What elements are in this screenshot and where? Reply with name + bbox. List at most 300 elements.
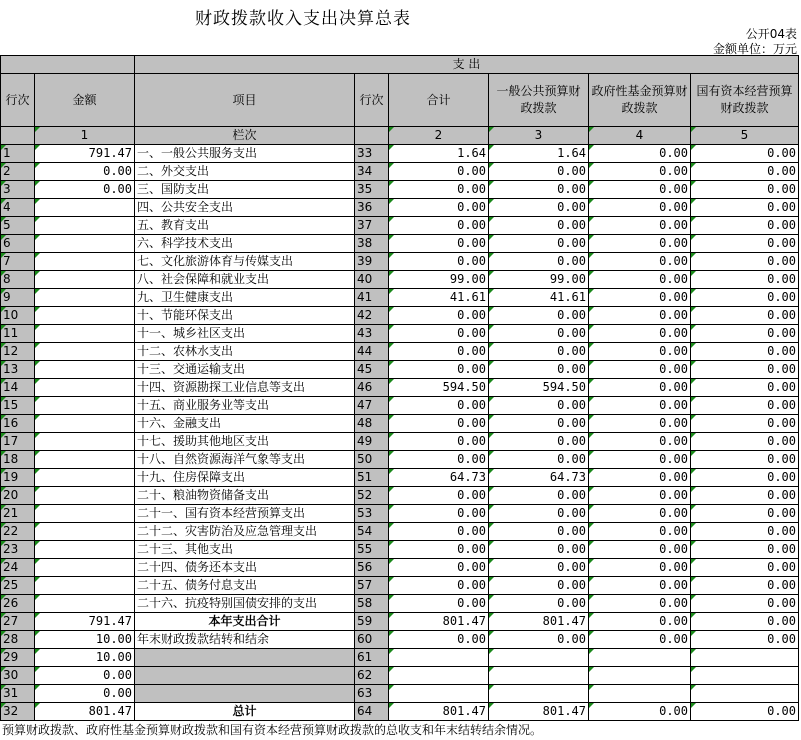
row-item: 四、公共安全支出 <box>135 199 355 217</box>
table-row <box>1 469 799 487</box>
row-total: 0.00 <box>389 217 489 235</box>
row-state-capital: 0.00 <box>691 631 799 649</box>
row-item: 二十四、债务还本支出 <box>135 559 355 577</box>
row-amount <box>35 595 135 613</box>
row-total: 64.73 <box>389 469 489 487</box>
row-amount: 0.00 <box>35 181 135 199</box>
row-line-no-2: 41 <box>355 289 389 307</box>
row-line-no-2: 59 <box>355 613 389 631</box>
row-state-capital: 0.00 <box>691 253 799 271</box>
row-line-no: 28 <box>1 631 35 649</box>
row-line-no-2: 63 <box>355 685 389 703</box>
colnum-3: 3 <box>489 127 589 145</box>
row-line-no-2: 39 <box>355 253 389 271</box>
row-line-no-2: 53 <box>355 505 389 523</box>
colnum-5: 5 <box>691 127 799 145</box>
row-line-no: 16 <box>1 415 35 433</box>
table-row <box>1 343 799 361</box>
row-state-capital: 0.00 <box>691 307 799 325</box>
header-total: 合计 <box>389 74 489 127</box>
row-general-budget: 0.00 <box>489 487 589 505</box>
row-amount: 0.00 <box>35 685 135 703</box>
row-line-no: 10 <box>1 307 35 325</box>
row-amount <box>35 505 135 523</box>
row-amount: 801.47 <box>35 703 135 721</box>
table-row <box>1 613 799 631</box>
row-general-budget: 0.00 <box>489 541 589 559</box>
row-line-no-2: 51 <box>355 469 389 487</box>
row-state-capital: 0.00 <box>691 271 799 289</box>
row-state-capital: 0.00 <box>691 235 799 253</box>
row-line-no-2: 62 <box>355 667 389 685</box>
row-item: 十二、农林水支出 <box>135 343 355 361</box>
header-blank <box>1 56 135 74</box>
row-state-capital: 0.00 <box>691 325 799 343</box>
row-state-capital: 0.00 <box>691 469 799 487</box>
table-row <box>1 685 799 703</box>
header-group-row <box>1 56 799 74</box>
row-state-capital <box>691 649 799 667</box>
row-line-no: 32 <box>1 703 35 721</box>
row-item: 十八、自然资源海洋气象等支出 <box>135 451 355 469</box>
row-item: 二十二、灾害防治及应急管理支出 <box>135 523 355 541</box>
row-state-capital: 0.00 <box>691 505 799 523</box>
row-amount <box>35 217 135 235</box>
table-row <box>1 433 799 451</box>
row-gov-fund: 0.00 <box>589 469 691 487</box>
table-row <box>1 163 799 181</box>
row-amount <box>35 397 135 415</box>
row-line-no: 3 <box>1 181 35 199</box>
row-gov-fund: 0.00 <box>589 505 691 523</box>
row-line-no: 29 <box>1 649 35 667</box>
row-line-no: 27 <box>1 613 35 631</box>
table-row <box>1 487 799 505</box>
row-amount <box>35 271 135 289</box>
row-state-capital: 0.00 <box>691 199 799 217</box>
budget-table <box>0 55 799 721</box>
row-general-budget: 1.64 <box>489 145 589 163</box>
row-amount: 791.47 <box>35 613 135 631</box>
row-amount <box>35 577 135 595</box>
row-general-budget: 41.61 <box>489 289 589 307</box>
row-line-no: 20 <box>1 487 35 505</box>
row-amount <box>35 415 135 433</box>
header-line-no: 行次 <box>1 74 35 127</box>
row-general-budget: 0.00 <box>489 595 589 613</box>
row-gov-fund: 0.00 <box>589 235 691 253</box>
row-line-no-2: 61 <box>355 649 389 667</box>
row-line-no: 11 <box>1 325 35 343</box>
row-state-capital: 0.00 <box>691 613 799 631</box>
row-line-no: 2 <box>1 163 35 181</box>
table-row <box>1 253 799 271</box>
row-line-no-2: 45 <box>355 361 389 379</box>
table-row <box>1 703 799 721</box>
row-state-capital <box>691 667 799 685</box>
row-gov-fund: 0.00 <box>589 289 691 307</box>
table-row <box>1 649 799 667</box>
row-line-no-2: 44 <box>355 343 389 361</box>
row-line-no: 23 <box>1 541 35 559</box>
row-general-budget <box>489 685 589 703</box>
report-title: 财政拨款收入支出决算总表 <box>195 9 411 29</box>
row-general-budget: 0.00 <box>489 559 589 577</box>
table-row <box>1 199 799 217</box>
column-number-row <box>1 127 799 145</box>
row-total: 0.00 <box>389 253 489 271</box>
table-row <box>1 145 799 163</box>
row-general-budget: 0.00 <box>489 361 589 379</box>
footnote: 预算财政拨款、政府性基金预算财政拨款和国有资本经营预算财政拨款的总收支和年末结转结余情况。 <box>2 723 543 737</box>
row-gov-fund: 0.00 <box>589 325 691 343</box>
row-item: 本年支出合计 <box>135 613 355 631</box>
row-gov-fund: 0.00 <box>589 703 691 721</box>
row-general-budget <box>489 667 589 685</box>
table-row <box>1 307 799 325</box>
row-line-no: 21 <box>1 505 35 523</box>
table-row <box>1 595 799 613</box>
row-total: 801.47 <box>389 703 489 721</box>
row-amount <box>35 379 135 397</box>
row-gov-fund: 0.00 <box>589 307 691 325</box>
row-amount: 10.00 <box>35 631 135 649</box>
row-total <box>389 649 489 667</box>
row-line-no: 6 <box>1 235 35 253</box>
row-gov-fund: 0.00 <box>589 577 691 595</box>
row-general-budget: 0.00 <box>489 307 589 325</box>
row-state-capital: 0.00 <box>691 163 799 181</box>
header-gov-fund: 政府性基金预算财政拨款 <box>589 74 691 127</box>
row-total <box>389 685 489 703</box>
header-state-capital: 国有资本经营预算财政拨款 <box>691 74 799 127</box>
row-total: 99.00 <box>389 271 489 289</box>
row-gov-fund: 0.00 <box>589 163 691 181</box>
row-total: 1.64 <box>389 145 489 163</box>
row-gov-fund: 0.00 <box>589 433 691 451</box>
row-line-no: 24 <box>1 559 35 577</box>
row-general-budget: 801.47 <box>489 703 589 721</box>
row-state-capital: 0.00 <box>691 433 799 451</box>
row-state-capital: 0.00 <box>691 523 799 541</box>
row-line-no-2: 40 <box>355 271 389 289</box>
row-general-budget: 99.00 <box>489 271 589 289</box>
row-amount <box>35 541 135 559</box>
row-amount <box>35 325 135 343</box>
row-item: 六、科学技术支出 <box>135 235 355 253</box>
row-line-no-2: 58 <box>355 595 389 613</box>
colnum-item: 栏次 <box>135 127 355 145</box>
row-general-budget: 0.00 <box>489 433 589 451</box>
row-gov-fund: 0.00 <box>589 595 691 613</box>
table-row <box>1 397 799 415</box>
row-item: 十一、城乡社区支出 <box>135 325 355 343</box>
row-item: 三、国防支出 <box>135 181 355 199</box>
row-general-budget: 0.00 <box>489 505 589 523</box>
row-general-budget: 0.00 <box>489 253 589 271</box>
row-item <box>135 649 355 667</box>
row-item: 二十三、其他支出 <box>135 541 355 559</box>
row-line-no: 31 <box>1 685 35 703</box>
row-item: 七、文化旅游体育与传媒支出 <box>135 253 355 271</box>
row-state-capital: 0.00 <box>691 559 799 577</box>
row-item <box>135 667 355 685</box>
row-total: 0.00 <box>389 163 489 181</box>
row-line-no-2: 42 <box>355 307 389 325</box>
row-amount <box>35 559 135 577</box>
row-item: 年末财政拨款结转和结余 <box>135 631 355 649</box>
table-row <box>1 577 799 595</box>
row-general-budget: 0.00 <box>489 451 589 469</box>
row-general-budget <box>489 649 589 667</box>
row-state-capital: 0.00 <box>691 397 799 415</box>
row-line-no-2: 34 <box>355 163 389 181</box>
row-line-no: 22 <box>1 523 35 541</box>
row-general-budget: 0.00 <box>489 325 589 343</box>
table-row <box>1 541 799 559</box>
table-row <box>1 235 799 253</box>
row-total: 0.00 <box>389 235 489 253</box>
row-state-capital: 0.00 <box>691 145 799 163</box>
row-line-no: 5 <box>1 217 35 235</box>
row-total: 0.00 <box>389 181 489 199</box>
row-state-capital: 0.00 <box>691 217 799 235</box>
row-general-budget: 64.73 <box>489 469 589 487</box>
row-general-budget: 801.47 <box>489 613 589 631</box>
row-gov-fund: 0.00 <box>589 199 691 217</box>
row-line-no: 14 <box>1 379 35 397</box>
table-row <box>1 379 799 397</box>
table-row <box>1 217 799 235</box>
row-item: 二十、粮油物资储备支出 <box>135 487 355 505</box>
row-item: 十四、资源勘探工业信息等支出 <box>135 379 355 397</box>
row-line-no-2: 64 <box>355 703 389 721</box>
row-total: 0.00 <box>389 343 489 361</box>
table-row <box>1 559 799 577</box>
row-line-no-2: 37 <box>355 217 389 235</box>
row-line-no-2: 56 <box>355 559 389 577</box>
row-item <box>135 685 355 703</box>
row-item: 二十六、抗疫特别国债安排的支出 <box>135 595 355 613</box>
row-item: 一、一般公共服务支出 <box>135 145 355 163</box>
row-gov-fund: 0.00 <box>589 145 691 163</box>
row-line-no: 12 <box>1 343 35 361</box>
row-line-no: 26 <box>1 595 35 613</box>
row-gov-fund: 0.00 <box>589 613 691 631</box>
row-line-no-2: 52 <box>355 487 389 505</box>
row-total: 0.00 <box>389 361 489 379</box>
row-item: 八、社会保障和就业支出 <box>135 271 355 289</box>
row-general-budget: 0.00 <box>489 199 589 217</box>
table-row <box>1 271 799 289</box>
row-total: 0.00 <box>389 559 489 577</box>
row-amount <box>35 253 135 271</box>
table-row <box>1 181 799 199</box>
row-item: 十六、金融支出 <box>135 415 355 433</box>
row-item: 二十五、债务付息支出 <box>135 577 355 595</box>
colnum-blank-2 <box>355 127 389 145</box>
row-amount: 10.00 <box>35 649 135 667</box>
row-total: 0.00 <box>389 505 489 523</box>
row-line-no-2: 47 <box>355 397 389 415</box>
row-gov-fund: 0.00 <box>589 379 691 397</box>
row-amount: 791.47 <box>35 145 135 163</box>
row-state-capital: 0.00 <box>691 361 799 379</box>
row-state-capital: 0.00 <box>691 289 799 307</box>
row-item: 十、节能环保支出 <box>135 307 355 325</box>
colnum-1: 1 <box>35 127 135 145</box>
row-line-no-2: 36 <box>355 199 389 217</box>
row-line-no-2: 38 <box>355 235 389 253</box>
row-item: 九、卫生健康支出 <box>135 289 355 307</box>
row-total: 0.00 <box>389 433 489 451</box>
row-line-no-2: 46 <box>355 379 389 397</box>
row-general-budget: 0.00 <box>489 217 589 235</box>
row-state-capital: 0.00 <box>691 541 799 559</box>
row-gov-fund: 0.00 <box>589 181 691 199</box>
row-state-capital: 0.00 <box>691 181 799 199</box>
row-item: 总计 <box>135 703 355 721</box>
table-row <box>1 451 799 469</box>
row-state-capital: 0.00 <box>691 379 799 397</box>
row-state-capital: 0.00 <box>691 703 799 721</box>
row-state-capital: 0.00 <box>691 577 799 595</box>
row-total: 0.00 <box>389 631 489 649</box>
row-line-no: 4 <box>1 199 35 217</box>
table-row <box>1 667 799 685</box>
row-gov-fund: 0.00 <box>589 523 691 541</box>
row-item: 二、外交支出 <box>135 163 355 181</box>
row-total: 0.00 <box>389 523 489 541</box>
row-line-no: 30 <box>1 667 35 685</box>
row-total <box>389 667 489 685</box>
row-amount <box>35 451 135 469</box>
row-state-capital: 0.00 <box>691 415 799 433</box>
row-general-budget: 0.00 <box>489 631 589 649</box>
row-amount <box>35 307 135 325</box>
row-item: 五、教育支出 <box>135 217 355 235</box>
row-general-budget: 0.00 <box>489 415 589 433</box>
row-line-no-2: 55 <box>355 541 389 559</box>
row-state-capital: 0.00 <box>691 451 799 469</box>
row-line-no-2: 48 <box>355 415 389 433</box>
table-row <box>1 415 799 433</box>
row-item: 十九、住房保障支出 <box>135 469 355 487</box>
row-line-no-2: 43 <box>355 325 389 343</box>
row-item: 十三、交通运输支出 <box>135 361 355 379</box>
row-amount <box>35 235 135 253</box>
header-expend-group: 支 出 <box>135 56 799 74</box>
colnum-4: 4 <box>589 127 691 145</box>
row-line-no: 1 <box>1 145 35 163</box>
row-amount: 0.00 <box>35 667 135 685</box>
row-item: 十五、商业服务业等支出 <box>135 397 355 415</box>
row-gov-fund: 0.00 <box>589 217 691 235</box>
table-row <box>1 325 799 343</box>
row-total: 0.00 <box>389 595 489 613</box>
row-gov-fund: 0.00 <box>589 343 691 361</box>
row-general-budget: 0.00 <box>489 397 589 415</box>
row-gov-fund: 0.00 <box>589 487 691 505</box>
row-line-no: 13 <box>1 361 35 379</box>
row-line-no: 15 <box>1 397 35 415</box>
header-row <box>1 74 799 127</box>
row-line-no: 17 <box>1 433 35 451</box>
row-amount <box>35 469 135 487</box>
table-row <box>1 361 799 379</box>
row-gov-fund <box>589 649 691 667</box>
row-general-budget: 0.00 <box>489 163 589 181</box>
row-line-no-2: 33 <box>355 145 389 163</box>
row-gov-fund: 0.00 <box>589 361 691 379</box>
row-total: 0.00 <box>389 307 489 325</box>
row-total: 0.00 <box>389 577 489 595</box>
row-amount <box>35 199 135 217</box>
row-line-no: 8 <box>1 271 35 289</box>
row-total: 801.47 <box>389 613 489 631</box>
row-general-budget: 0.00 <box>489 577 589 595</box>
row-general-budget: 0.00 <box>489 181 589 199</box>
row-total: 41.61 <box>389 289 489 307</box>
row-line-no-2: 54 <box>355 523 389 541</box>
row-amount <box>35 343 135 361</box>
row-state-capital: 0.00 <box>691 343 799 361</box>
header-general-budget: 一般公共预算财政拨款 <box>489 74 589 127</box>
row-state-capital <box>691 685 799 703</box>
header-item: 项目 <box>135 74 355 127</box>
form-code: 公开04表 <box>745 27 797 41</box>
table-row <box>1 289 799 307</box>
row-line-no-2: 50 <box>355 451 389 469</box>
row-line-no: 19 <box>1 469 35 487</box>
table-row <box>1 523 799 541</box>
row-amount <box>35 523 135 541</box>
row-general-budget: 594.50 <box>489 379 589 397</box>
row-amount <box>35 433 135 451</box>
row-amount <box>35 289 135 307</box>
row-gov-fund: 0.00 <box>589 631 691 649</box>
row-total: 0.00 <box>389 541 489 559</box>
row-total: 0.00 <box>389 397 489 415</box>
colnum-2: 2 <box>389 127 489 145</box>
header-line-no-2: 行次 <box>355 74 389 127</box>
row-line-no: 9 <box>1 289 35 307</box>
unit-label: 金额单位：万元 <box>712 42 797 56</box>
row-line-no-2: 60 <box>355 631 389 649</box>
row-amount <box>35 487 135 505</box>
row-line-no: 18 <box>1 451 35 469</box>
row-gov-fund: 0.00 <box>589 253 691 271</box>
row-gov-fund <box>589 667 691 685</box>
row-gov-fund: 0.00 <box>589 397 691 415</box>
row-amount: 0.00 <box>35 163 135 181</box>
row-general-budget: 0.00 <box>489 343 589 361</box>
row-state-capital: 0.00 <box>691 595 799 613</box>
row-gov-fund: 0.00 <box>589 271 691 289</box>
row-total: 0.00 <box>389 451 489 469</box>
header-amount: 金额 <box>35 74 135 127</box>
row-total: 0.00 <box>389 487 489 505</box>
row-gov-fund: 0.00 <box>589 541 691 559</box>
row-total: 0.00 <box>389 415 489 433</box>
row-gov-fund: 0.00 <box>589 559 691 577</box>
table-row <box>1 631 799 649</box>
row-line-no: 25 <box>1 577 35 595</box>
row-item: 十七、援助其他地区支出 <box>135 433 355 451</box>
row-total: 0.00 <box>389 199 489 217</box>
row-gov-fund <box>589 685 691 703</box>
row-line-no-2: 57 <box>355 577 389 595</box>
